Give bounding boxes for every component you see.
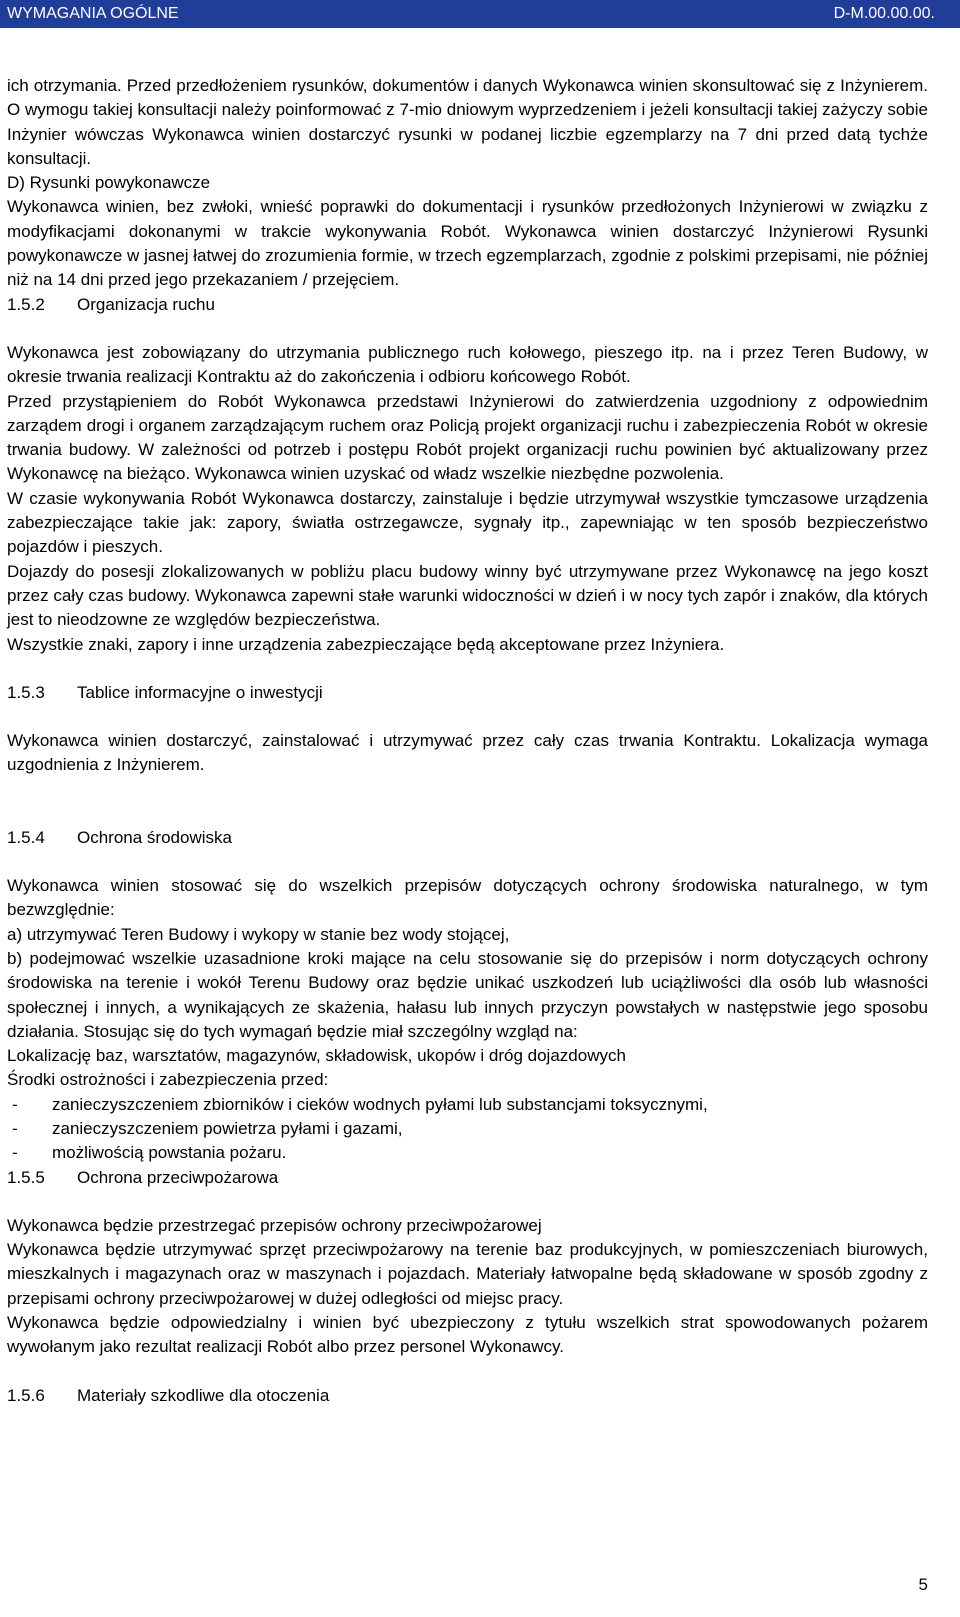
section-title: Organizacja ruchu: [77, 294, 215, 314]
list-item: [7, 1117, 928, 1141]
list-item: [7, 1093, 928, 1117]
paragraph: Wykonawca będzie utrzymywać sprzęt przeciwpożarowy na terenie baz produkcyjnych, w pomieszczeniach biurowych, mieszkalnych i magazynach oraz w maszynach i pojazdach. Materiały łatwopalne będą składowane w sposób zgodny z przepisami ochrony przeciwpożarowej w dużej odległości od miejsc pracy.: [7, 1240, 928, 1308]
header-title: WYMAGANIA OGÓLNE: [7, 5, 179, 22]
section-number: 1.5.4: [7, 827, 45, 847]
page-header: [0, 0, 960, 28]
section-number: 1.5.6: [7, 1385, 45, 1405]
paragraph: Wykonawca będzie odpowiedzialny i winien być ubezpieczony z tytułu wszelkich strat spowodowanych pożarem wywołanym jako rezultat realizacji Robót albo przez personel Wykonawcy.: [7, 1313, 928, 1357]
subsection-d-title: D) Rysunki powykonawcze: [7, 173, 211, 193]
list-item-text: zanieczyszczeniem zbiorników i cieków wodnych pyłami lub substancjami toksycznymi,: [52, 1094, 708, 1114]
dash-bullet: -: [12, 1094, 18, 1114]
paragraph: Przed przystąpieniem do Robót Wykonawca przedstawi Inżynierowi do zatwierdzenia uzgodniony z odpowiednim zarządem drogi i organem zarządzającym ruchem oraz Policją projekt organizacji ruchu i zabezpieczenia Robót w okresie trwania budowy. W zależności od potrzeb i postępu Robót projekt organizacji ruchu powinien być aktualizowany przez Wykonawcę na bieżąco. Wykonawca winien uzyskać od władz wszelkie niezbędne pozwolenia.: [7, 391, 928, 484]
list-item-a: a) utrzymywać Teren Budowy i wykopy w stanie bez wody stojącej,: [7, 924, 510, 944]
section-number: 1.5.2: [7, 294, 45, 314]
list-item: [7, 1141, 928, 1165]
list-item-b: b) podejmować wszelkie uzasadnione kroki mające na celu stosowanie się do przepisów i norm dotyczących ochrony środowiska na terenie i wokół Terenu Budowy oraz będzie unikać uszkodzeń lub uciążliwości dla osób lub własności społecznej i innych, a wynikających ze skażenia, hałasu lub innych przyczyn powstałych w następstwie jego sposobu działania. Stosując się do tych wymagań będzie miał szczególny wzgląd na:: [7, 948, 928, 1041]
section-heading-1-5-6: [7, 1384, 928, 1408]
list-item-text: możliwością powstania pożaru.: [52, 1143, 287, 1163]
section-title: Tablice informacyjne o inwestycji: [77, 682, 323, 702]
paragraph-intro: ich otrzymania. Przed przedłożeniem rysunków, dokumentów i danych Wykonawca winien skonsultować się z Inżynierem. O wymogu takiej konsultacji należy poinformować z 7-mio dniowym wyprzedzeniem i jeżeli konsultacji takiej zażyczy sobie Inżynier wówczas Wykonawca winien dostarczyć rysunki w podanej liczbie egzemplarzy na 7 dni przed datą tychże konsultacji.: [7, 76, 928, 168]
paragraph: Środki ostrożności i zabezpieczenia przed:: [7, 1070, 329, 1090]
section-heading-1-5-3: [7, 681, 928, 705]
paragraph: Wykonawca będzie przestrzegać przepisów ochrony przeciwpożarowej: [7, 1215, 542, 1235]
header-doc-code: D-M.00.00.00.: [833, 5, 935, 22]
section-heading-1-5-5: [7, 1166, 928, 1190]
section-title: Ochrona przeciwpożarowa: [77, 1167, 279, 1187]
section-title: Materiały szkodliwe dla otoczenia: [77, 1385, 330, 1405]
document-body: [7, 74, 928, 1408]
paragraph: Wykonawca jest zobowiązany do utrzymania publicznego ruch kołowego, pieszego itp. na i przez Teren Budowy, w okresie trwania realizacji Kontraktu aż do zakończenia i odbioru końcowego Robót.: [7, 342, 928, 387]
subsection-d-text: Wykonawca winien, bez zwłoki, wnieść poprawki do dokumentacji i rysunków przedłożonych Inżynierowi w związku z modyfikacjami dokonanymi w trakcie wykonywania Robót. Wykonawca winien dostarczyć Inżynierowi Rysunki powykonawcze w jasnej łatwej do zrozumienia formie, w trzech egzemplarzach, zgodnie z polskimi przepisami, nie później niż na 14 dni przed jego przekazaniem / przejęciem.: [7, 197, 928, 290]
paragraph: Wykonawca winien stosować się do wszelkich przepisów dotyczących ochrony środowiska naturalnego, w tym bezwzględnie:: [7, 876, 928, 920]
section-number: 1.5.5: [7, 1167, 45, 1187]
page-number: 5: [918, 1575, 928, 1594]
paragraph: W czasie wykonywania Robót Wykonawca dostarczy, zainstaluje i będzie utrzymywał wszystkie tymczasowe urządzenia zabezpieczające takie jak: zapory, światła ostrzegawcze, sygnały itp., zapewniając w ten sposób bezpieczeństwo pojazdów i pieszych.: [7, 488, 928, 557]
paragraph: Lokalizację baz, warsztatów, magazynów, składowisk, ukopów i dróg dojazdowych: [7, 1046, 626, 1066]
paragraph: Wszystkie znaki, zapory i inne urządzenia zabezpieczające będą akceptowane przez Inżyniera.: [7, 634, 725, 654]
paragraph: Dojazdy do posesji zlokalizowanych w pobliżu placu budowy winny być utrzymywane przez Wykonawcę na jego koszt przez cały czas budowy. Wykonawca zapewni stałe warunki widoczności w dzień i w nocy tych zapór i znaków, dla których jest to nieodzowne ze względów bezpieczeństwa.: [7, 561, 928, 630]
section-number: 1.5.3: [7, 682, 45, 702]
section-heading-1-5-4: [7, 826, 928, 850]
dash-bullet: -: [12, 1143, 18, 1163]
section-heading-1-5-2: [7, 293, 928, 317]
section-title: Ochrona środowiska: [77, 827, 232, 847]
list-item-text: zanieczyszczeniem powietrza pyłami i gazami,: [52, 1118, 403, 1138]
dash-bullet: -: [12, 1118, 18, 1138]
paragraph: Wykonawca winien dostarczyć, zainstalować i utrzymywać przez cały czas trwania Kontraktu. Lokalizacja wymaga uzgodnienia z Inżynierem.: [7, 731, 928, 775]
